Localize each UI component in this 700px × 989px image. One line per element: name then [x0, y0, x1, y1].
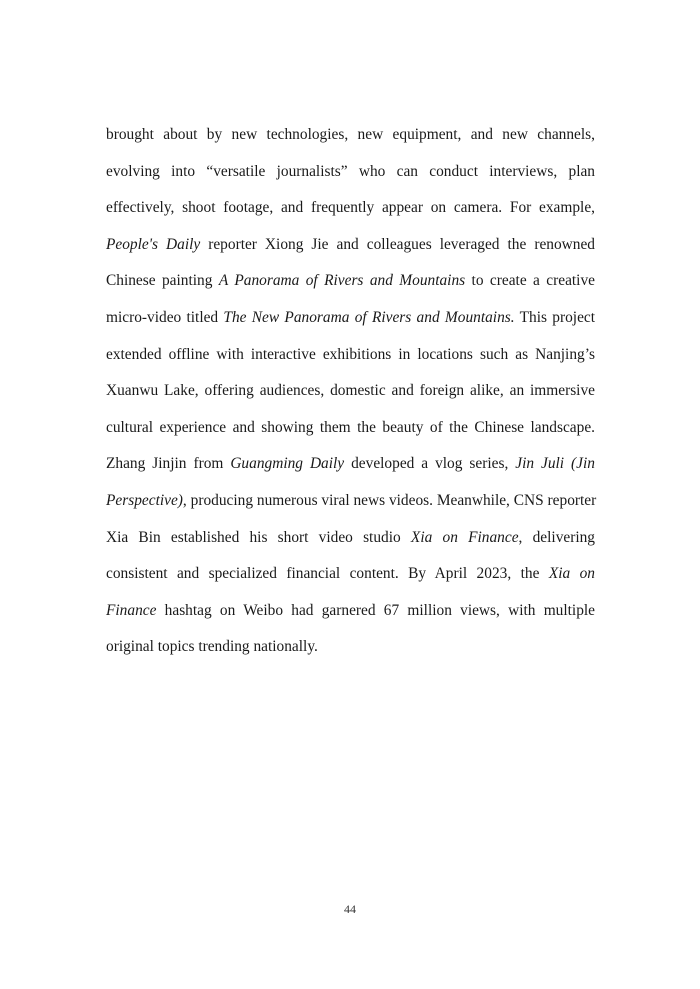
text-run: to create a creative: [465, 272, 595, 290]
page-number: 44: [344, 902, 356, 916]
text-line: [106, 593, 595, 630]
italic-title: Jin Juli (Jin: [515, 455, 595, 473]
text-line: [106, 410, 595, 447]
text-line: [106, 629, 595, 666]
text-run: brought about by new technologies, new equipment, and new channels,: [106, 126, 595, 143]
text-line: [106, 446, 595, 483]
text-run: effectively, shoot footage, and frequently appear on camera. For example,: [106, 199, 595, 217]
text-run: cultural experience and showing them the beauty of the Chinese landscape.: [106, 418, 595, 436]
text-run: This project: [514, 308, 596, 326]
text-run: , producing numerous viral news videos. Meanwhile, CNS reporter: [182, 491, 597, 509]
italic-title: Xia on: [548, 565, 595, 583]
text-line: [106, 227, 595, 264]
text-line: [106, 337, 595, 374]
text-line: [106, 373, 595, 410]
text-run: hashtag on Weibo had garnered 67 million views, with multiple: [156, 601, 595, 619]
italic-title: The New Panorama of Rivers and Mountains.: [223, 308, 515, 326]
italic-title: A Panorama of Rivers and Mountains: [218, 272, 466, 290]
text-run: reporter Xiong Jie and colleagues leveraged the renowned: [200, 235, 595, 253]
italic-title: Finance: [106, 601, 157, 619]
text-run: evolving into “versatile journalists” who can conduct interviews, plan: [106, 162, 595, 180]
text-line: [106, 117, 595, 154]
text-run: Chinese painting: [106, 272, 219, 290]
text-run: micro-video titled: [106, 308, 224, 326]
text-run: Xuanwu Lake, offering audiences, domestic and foreign alike, an immersive: [106, 382, 595, 400]
text-run: Xia Bin established his short video studio: [106, 528, 411, 546]
text-run: Zhang Jinjin from: [106, 455, 231, 473]
text-line: [106, 154, 595, 191]
text-line: [106, 263, 595, 300]
text-line: [106, 300, 595, 337]
text-run: extended offline with interactive exhibitions in locations such as Nanjing’s: [106, 345, 595, 363]
text-line: [106, 556, 595, 593]
italic-title: People's Daily: [106, 235, 201, 253]
italic-title: Perspective): [106, 491, 183, 509]
text-line: [106, 520, 595, 557]
italic-title: Xia on Finance: [410, 528, 519, 546]
text-run: developed a vlog series,: [344, 455, 516, 473]
text-line: [106, 190, 595, 227]
text-run: consistent and specialized financial content. By April 2023, the: [106, 565, 549, 583]
text-line: [106, 483, 595, 520]
text-run: original topics trending nationally.: [106, 638, 318, 656]
body-paragraph: [106, 117, 595, 666]
text-run: , delivering: [518, 528, 596, 546]
italic-title: Guangming Daily: [230, 455, 345, 473]
